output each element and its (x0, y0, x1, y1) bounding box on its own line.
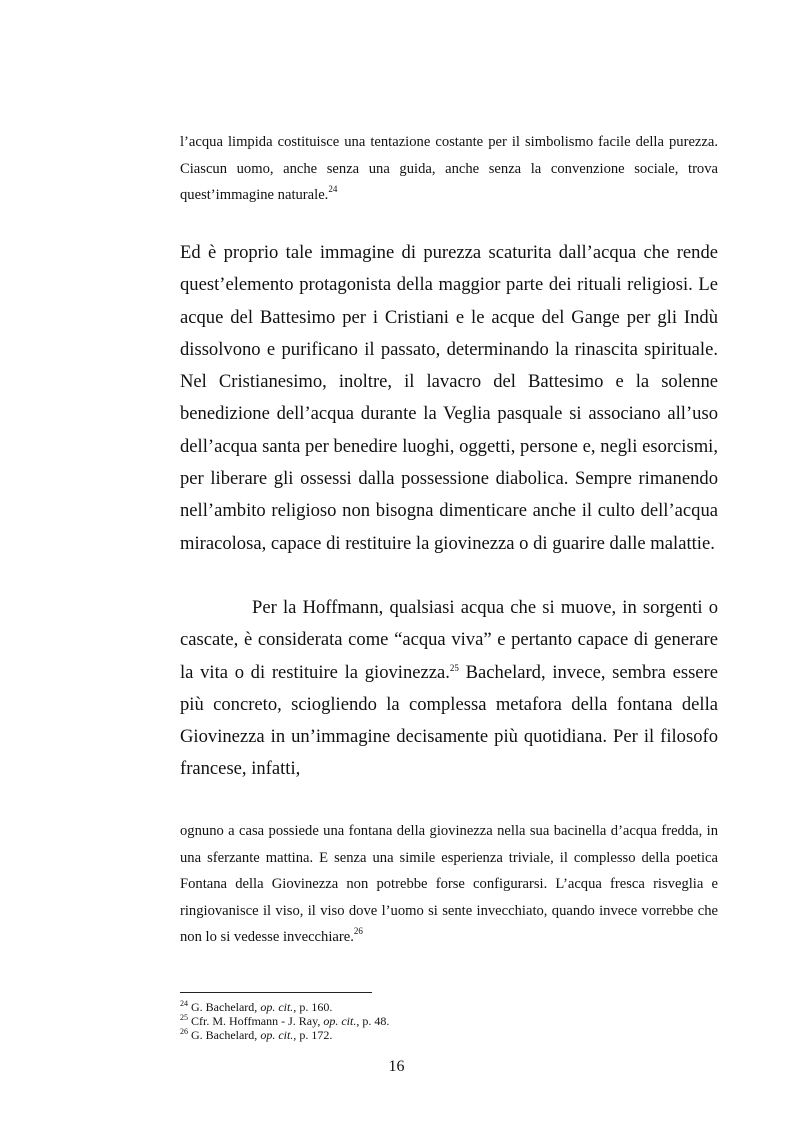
footnotes (180, 1000, 389, 1042)
footnote-26 (180, 1028, 389, 1042)
footnote-25 (180, 1014, 389, 1028)
footnote-italic: op. cit., (260, 1000, 297, 1014)
footnote-separator (180, 992, 372, 993)
footnote-24 (180, 1000, 389, 1014)
footnote-text: G. Bachelard, (188, 1000, 261, 1014)
paragraph-2 (180, 592, 718, 786)
block-quote-2 (180, 818, 718, 951)
paragraph-1 (180, 237, 718, 560)
footnote-ref-24[interactable]: 24 (328, 184, 338, 194)
footnote-number: 26 (180, 1027, 188, 1036)
footnote-number: 25 (180, 1013, 188, 1022)
paragraph-2-text-b: Bachelard, invece, sembra essere più concreto, sciogliendo la complessa metafora della fontana della Giovinezza in un’immagine decisamente più quotidiana. Per il filosofo francese, infatti, (180, 661, 718, 780)
quote-1-text: l’acqua limpida costituisce una tentazione costante per il simbolismo facile della purezza. Ciascun uomo, anche senza una guida, anche senza la convenzione sociale, trova quest’immagine naturale. (180, 134, 718, 203)
footnote-page: p. 160. (296, 1000, 333, 1014)
footnote-page: p. 48. (359, 1014, 390, 1028)
paragraph-2-content (180, 592, 718, 786)
footnote-page: p. 172. (296, 1028, 333, 1042)
footnote-text: G. Bachelard, (188, 1028, 261, 1042)
block-quote-1 (180, 129, 718, 209)
footnote-text: Cfr. M. Hoffmann - J. Ray, (188, 1014, 324, 1028)
footnote-ref-25[interactable]: 25 (449, 662, 459, 673)
footnote-ref-26[interactable]: 26 (353, 926, 363, 936)
paragraph-1-text: Ed è proprio tale immagine di purezza scaturita dall’acqua che rende quest’elemento protagonista della maggior parte dei rituali religiosi. Le acque del Battesimo per i Cristiani e le acque del Gange per gli Indù dissolvono e purificano il passato, determinando la rinascita spirituale. Nel Cristianesimo, inoltre, il lavacro del Battesimo e la solenne benedizione dell’acqua durante la Veglia pasquale si associano all’uso dell’acqua santa per benedire luoghi, oggetti, persone e, negli esorcismi, per liberare gli ossessi dalla possessione diabolica. Sempre rimanendo nell’ambito religioso non bisogna dimenticare anche il culto dell’acqua miracolosa, capace di restituire la giovinezza o di guarire dalle malattie. (180, 242, 718, 554)
footnote-number: 24 (180, 999, 188, 1008)
paragraph-2-text-a: Per la Hoffmann, qualsiasi acqua che si muove, in sorgenti o cascate, è considerata come “acqua viva” e pertanto capace di generare la vita o di restituire la giovinezza. (180, 597, 718, 683)
footnote-italic: op. cit., (323, 1014, 360, 1028)
footnote-italic: op. cit., (260, 1028, 297, 1042)
page-number: 16 (388, 1058, 405, 1075)
quote-2-text: ognuno a casa possiede una fontana della giovinezza nella sua bacinella d’acqua fredda, in una sferzante mattina. E senza una simile esperienza triviale, il complesso della poetica Fontana della Giovinezza non potrebbe forse configurarsi. L’acqua fresca risveglia e ringiovanisce il viso, il viso dove l’uomo si sente invecchiato, quando invece vorrebbe che non lo si vedesse invecchiare. (180, 823, 718, 945)
